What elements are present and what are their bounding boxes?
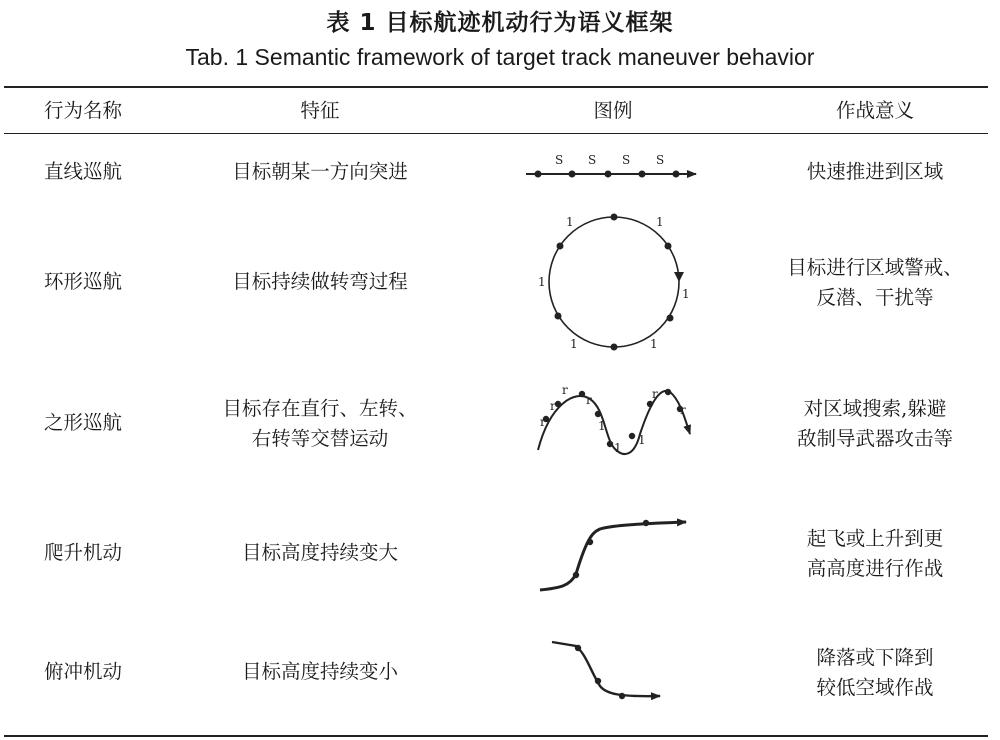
row-circular-meaning-line1: 目标进行区域警戒、 bbox=[787, 256, 963, 279]
table-caption-cn: 表 1 目标航迹机动行为语义框架 bbox=[326, 10, 674, 36]
row-zigzag-name: 之形巡航 bbox=[43, 411, 122, 434]
track-point bbox=[595, 411, 601, 417]
segment-label: 1 bbox=[650, 337, 658, 351]
segment-label: r bbox=[652, 387, 658, 401]
track-point bbox=[569, 171, 576, 178]
segment-label: S bbox=[555, 153, 564, 167]
track-point bbox=[555, 313, 562, 320]
segment-label: r bbox=[540, 415, 546, 429]
track-point bbox=[607, 441, 613, 447]
segment-label: 1 bbox=[598, 419, 606, 433]
track-point bbox=[643, 520, 649, 526]
circular-track-line bbox=[549, 217, 679, 347]
dive-track-line bbox=[552, 642, 660, 696]
header-behavior-name: 行为名称 bbox=[43, 99, 122, 122]
segment-label: 1 bbox=[538, 275, 546, 289]
header-combat-meaning: 作战意义 bbox=[835, 99, 914, 122]
row-zigzag-feature-line1: 目标存在直行、左转、 bbox=[222, 397, 418, 420]
track-point bbox=[673, 171, 680, 178]
climb-track-glyph bbox=[540, 520, 686, 590]
row-straight-feature: 目标朝某一方向突进 bbox=[232, 160, 408, 183]
track-point bbox=[647, 401, 653, 407]
row-zigzag-meaning-line1: 对区域搜索,躲避 bbox=[803, 397, 947, 420]
segment-label: S bbox=[656, 153, 665, 167]
illustration-column bbox=[510, 134, 750, 734]
row-dive-feature: 目标高度持续变小 bbox=[241, 660, 398, 683]
header-rule bbox=[4, 133, 988, 134]
track-point bbox=[639, 171, 646, 178]
dive-track-glyph bbox=[552, 642, 660, 699]
row-climb-meaning-line2: 高高度进行作战 bbox=[806, 557, 944, 580]
top-rule bbox=[4, 86, 988, 88]
row-straight-meaning: 快速推进到区域 bbox=[806, 160, 944, 183]
row-dive-meaning-line2: 较低空域作战 bbox=[816, 676, 934, 699]
segment-label: r bbox=[550, 399, 556, 413]
segment-label: 1 bbox=[566, 215, 574, 229]
segment-label: 1 bbox=[656, 215, 664, 229]
row-dive-name: 俯冲机动 bbox=[43, 660, 122, 683]
row-circular-feature: 目标持续做转弯过程 bbox=[232, 270, 408, 293]
row-dive-meaning-line1: 降落或下降到 bbox=[816, 646, 934, 669]
track-point bbox=[573, 572, 579, 578]
row-climb-feature: 目标高度持续变大 bbox=[241, 541, 398, 564]
segment-label: r bbox=[562, 383, 568, 397]
track-point bbox=[619, 693, 625, 699]
track-point bbox=[557, 243, 564, 250]
row-zigzag-feature-line2: 右转等交替运动 bbox=[251, 427, 389, 450]
segment-label: 1 bbox=[570, 337, 578, 351]
track-point bbox=[579, 391, 585, 397]
track-point bbox=[587, 539, 593, 545]
zigzag-track-glyph bbox=[538, 383, 690, 455]
table-caption-en: Tab. 1 Semantic framework of target track maneuver behavior bbox=[185, 44, 815, 70]
segment-label: r bbox=[680, 403, 686, 417]
straight-track-glyph bbox=[526, 153, 696, 178]
track-point bbox=[555, 401, 561, 407]
track-point bbox=[665, 389, 671, 395]
track-point bbox=[595, 678, 601, 684]
bottom-rule bbox=[4, 735, 988, 737]
track-point bbox=[611, 214, 618, 221]
header-illustration: 图例 bbox=[593, 99, 633, 122]
track-point bbox=[611, 344, 618, 351]
circular-track-glyph bbox=[538, 214, 690, 352]
track-point bbox=[535, 171, 542, 178]
track-point bbox=[575, 645, 581, 651]
header-feature: 特征 bbox=[300, 99, 340, 122]
track-point bbox=[665, 243, 672, 250]
direction-arrow bbox=[674, 272, 684, 282]
segment-label: S bbox=[588, 153, 597, 167]
row-climb-meaning-line1: 起飞或上升到更 bbox=[806, 527, 944, 550]
row-zigzag-meaning-line2: 敌制导武器攻击等 bbox=[796, 427, 953, 450]
track-point bbox=[629, 433, 635, 439]
segment-label: r bbox=[586, 393, 592, 407]
row-circular-name: 环形巡航 bbox=[43, 270, 122, 293]
segment-label: 1 bbox=[614, 441, 622, 455]
segment-label: 1 bbox=[638, 433, 646, 447]
row-climb-name: 爬升机动 bbox=[43, 541, 122, 564]
climb-track-line bbox=[540, 522, 686, 590]
row-circular-meaning-line2: 反潜、干扰等 bbox=[816, 286, 934, 309]
row-straight-name: 直线巡航 bbox=[43, 160, 122, 183]
track-point bbox=[667, 315, 674, 322]
track-point bbox=[605, 171, 612, 178]
segment-label: 1 bbox=[682, 287, 690, 301]
segment-label: S bbox=[622, 153, 631, 167]
